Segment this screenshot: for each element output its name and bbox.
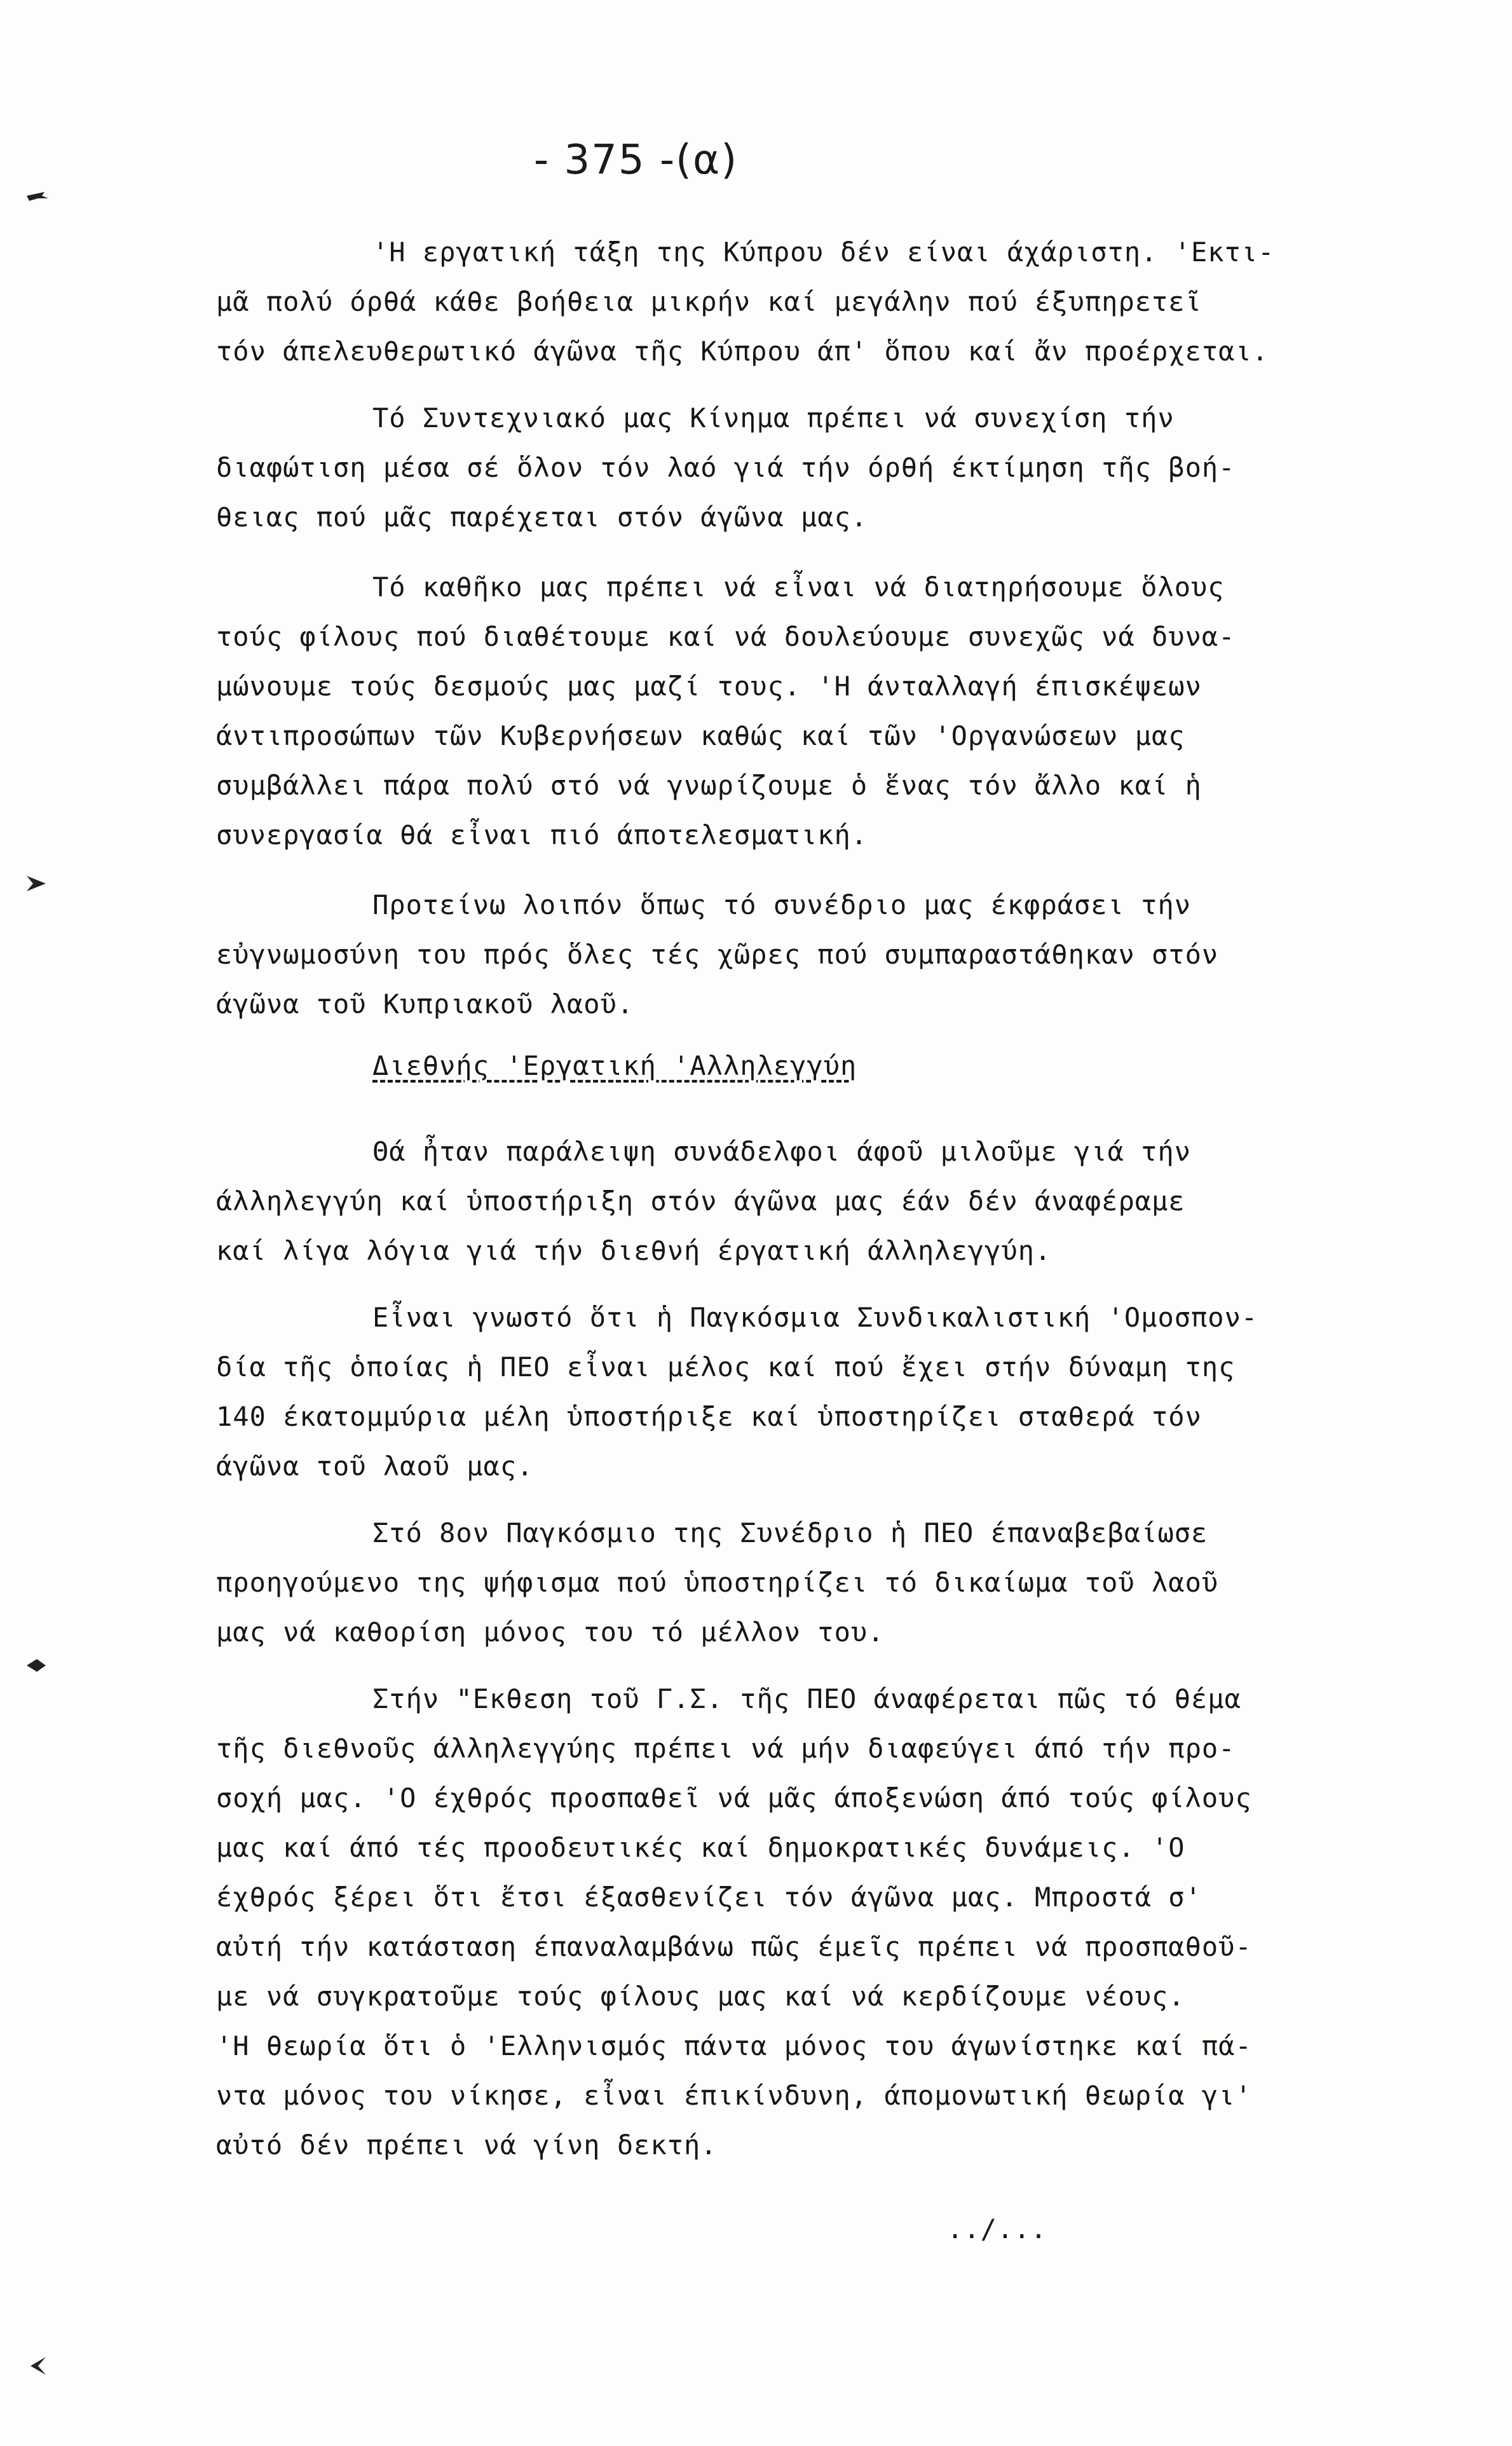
text-line: τῆς διεθνοῦς άλληλεγγύης πρέπει νά μήν διαφεύγει άπό τήν προ- <box>216 1733 1236 1764</box>
text-line: Προτείνω λοιπόν ὅπως τό συνέδριο μας έκφράσει τήν <box>372 889 1192 920</box>
text-line: τούς φίλους πού διαθέτουμε καί νά δουλεύουμε συνεχῶς νά δυνα- <box>216 621 1236 652</box>
binder-mark-icon <box>25 184 51 210</box>
text-line: Εἶναι γνωστό ὅτι ἡ Παγκόσμια Συνδικαλιστική 'Ομοσπον- <box>372 1302 1258 1333</box>
text-line: άντιπροσώπων τῶν Κυβερνήσεων καθώς καί τῶν 'Οργανώσεων μας <box>216 720 1185 751</box>
page-number: - 375 -(α) <box>534 137 739 184</box>
text-line: Τό καθῆκο μας πρέπει νά εἶναι νά διατηρήσουμε ὅλους <box>372 571 1225 603</box>
text-line: τόν άπελευθερωτικό άγῶνα τῆς Κύπρου άπ' ὅπου καί ἄν προέρχεται. <box>216 336 1269 367</box>
text-line: ντα μόνος του νίκησε, εἶναι έπικίνδυνη, άπομονωτική θεωρία γι' <box>216 2080 1252 2111</box>
text-line: άγῶνα τοῦ Κυπριακοῦ λαοῦ. <box>216 988 634 1020</box>
text-line: Τό Συντεχνιακό μας Κίνημα πρέπει νά συνεχίση τήν <box>372 402 1175 434</box>
text-line: μας νά καθορίση μόνος του τό μέλλον του. <box>216 1616 885 1648</box>
text-line: αὐτό δέν πρέπει νά γίνη δεκτή. <box>216 2129 718 2161</box>
text-line: με νά συγκρατοῦμε τούς φίλους μας καί νά κερδίζουμε νέους. <box>216 1981 1185 2012</box>
text-line: μώνουμε τούς δεσμούς μας μαζί τους. 'Η άνταλλαγή έπισκέψεων <box>216 671 1202 702</box>
text-line: μας καί άπό τές προοδευτικές καί δημοκρατικές δυνάμεις. 'Ο <box>216 1832 1185 1863</box>
text-line: άλληλεγγύη καί ὑποστήριξη στόν άγῶνα μας έάν δέν άναφέραμε <box>216 1185 1185 1217</box>
text-line: Στό 8ον Παγκόσμιο της Συνέδριο ἡ ΠΕΟ έπαναβεβαίωσε <box>372 1517 1208 1548</box>
text-line: Θά ἦταν παράλειψη συνάδελφοι άφοῦ μιλοῦμε γιά τήν <box>372 1136 1192 1167</box>
text-line: θειας πού μᾶς παρέχεται στόν άγῶνα μας. <box>216 502 868 533</box>
text-line: δία τῆς ὁποίας ἡ ΠΕΟ εἶναι μέλος καί πού ἔχει στήν δύναμη της <box>216 1351 1236 1383</box>
text-line: καί λίγα λόγια γιά τήν διεθνή έργατική άλληλεγγύη. <box>216 1235 1052 1266</box>
section-heading: Διεθνής 'Εργατική 'Αλληλεγγύη <box>372 1050 857 1081</box>
text-line: 'Η θεωρία ὅτι ὁ 'Ελληνισμός πάντα μόνος του άγωνίστηκε καί πά- <box>216 2030 1252 2061</box>
text-line: έχθρός ξέρει ὅτι ἔτσι έξασθενίζει τόν άγῶνα μας. Μπροστά σ' <box>216 1882 1202 1913</box>
text-line: 140 έκατομμύρια μέλη ὑποστήριξε καί ὑποστηρίζει σταθερά τόν <box>216 1401 1202 1432</box>
text-line: συνεργασία θά εἶναι πιό άποτελεσματική. <box>216 819 868 851</box>
text-line: εὐγνωμοσύνη του πρός ὅλες τές χῶρες πού συμπαραστάθηκαν στόν <box>216 939 1219 970</box>
binder-mark-icon <box>24 1653 50 1678</box>
binder-mark-icon <box>24 2352 50 2377</box>
text-line: άγῶνα τοῦ λαοῦ μας. <box>216 1451 534 1482</box>
text-line: διαφώτιση μέσα σέ ὅλον τόν λαό γιά τήν όρθή έκτίμηση τῆς βοή- <box>216 452 1236 483</box>
text-line: αὐτή τήν κατάσταση έπαναλαμβάνω πῶς έμεῖς πρέπει νά προσπαθοῦ- <box>216 1931 1252 1962</box>
text-line: προηγούμενο της ψήφισμα πού ὑποστηρίζει τό δικαίωμα τοῦ λαοῦ <box>216 1567 1219 1598</box>
continuation-mark: ../... <box>947 2213 1047 2244</box>
text-line: μᾶ πολύ όρθά κάθε βοήθεια μικρήν καί μεγάλην πού έξυπηρετεῖ <box>216 286 1202 317</box>
text-line: 'Η εργατική τάξη της Κύπρου δέν είναι άχάριστη. 'Εκτι- <box>372 236 1275 268</box>
text-line: Στήν "Εκθεση τοῦ Γ.Σ. τῆς ΠΕΟ άναφέρεται πῶς τό θέμα <box>372 1683 1241 1714</box>
binder-mark-icon <box>24 871 50 896</box>
text-line: σοχή μας. 'Ο έχθρός προσπαθεῖ νά μᾶς άποξενώση άπό τούς φίλους <box>216 1782 1252 1814</box>
text-line: συμβάλλει πάρα πολύ στό νά γνωρίζουμε ὁ ἕνας τόν ἄλλο καί ἡ <box>216 770 1202 801</box>
